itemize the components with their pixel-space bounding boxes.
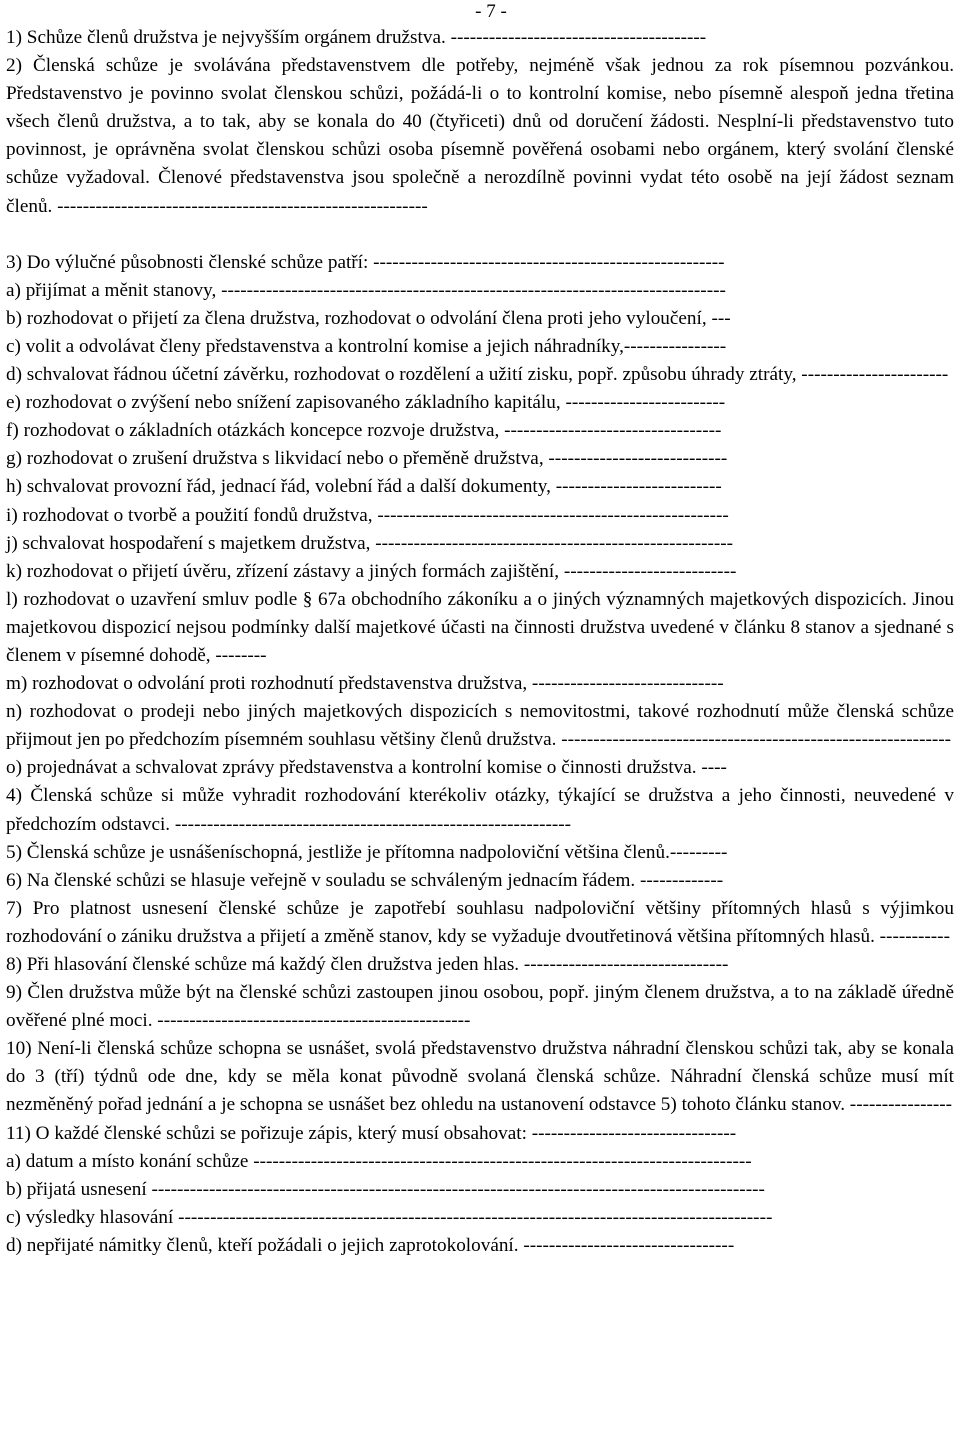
blank-line (6, 221, 954, 249)
minutes-item-a: a) datum a místo konání schůze ------------------------------------------------------------------------------ (6, 1150, 752, 1172)
paragraph-3: 3) Do výlučné působnosti členské schůze patří: ------------------------------------------------------- (6, 251, 725, 273)
minutes-item-b: b) přijatá usnesení ------------------------------------------------------------------------------------------------ (6, 1178, 765, 1200)
paragraph-8: 8) Při hlasování členské schůze má každý člen družstva jeden hlas. -------------------------------- (6, 954, 729, 975)
list-item-o: o) projednávat a schvalovat zprávy představenstva a kontrolní komise o činnosti družstva. ---- (6, 757, 727, 779)
paragraph-1: 1) Schůze členů družstva je nejvyšším orgánem družstva. ---------------------------------------- (6, 27, 707, 48)
document-page (6, 0, 954, 1260)
minutes-item-d: d) nepřijaté námitky členů, kteří požádali o jejich zaprotokolování. --------------------------------- (6, 1234, 735, 1256)
paragraph-4: 4) Členská schůze si může vyhradit rozhodování kterékoliv otázky, týkající se družstva a jeho činnosti, neuvedené v předchozím odstavci. -------------------------------------------------------------- (6, 785, 954, 835)
paragraph-6: 6) Na členské schůzi se hlasuje veřejně v souladu se schváleným jednacím řádem. ------------- (6, 869, 724, 891)
page-number: - 7 - (475, 1, 507, 22)
paragraph-5: 5) Členská schůze je usnášeníschopná, jestliže je přítomna nadpoloviční většina členů.--------- (6, 841, 728, 863)
list-item-h: h) schvalovat provozní řád, jednací řád, volební řád a další dokumenty, -------------------------- (6, 476, 722, 498)
list-item-i: i) rozhodovat o tvorbě a použití fondů družstva, ------------------------------------------------------- (6, 504, 729, 526)
list-item-j: j) schvalovat hospodaření s majetkem družstva, -------------------------------------------------------- (6, 532, 734, 554)
list-item-a: a) přijímat a měnit stanovy, ------------------------------------------------------------------------------- (6, 279, 726, 301)
paragraph-7: 7) Pro platnost usnesení členské schůze je zapotřebí souhlasu nadpoloviční většiny přítomných hlasů s výjimkou rozhodování o zániku družstva a přijetí a změně stanov, kdy se vyžaduje dvoutřetinová většina přítomných hlasů. ----------- (6, 897, 954, 947)
minutes-item-c: c) výsledky hlasování --------------------------------------------------------------------------------------------- (6, 1206, 773, 1228)
list-item-b: b) rozhodovat o přijetí za člena družstva, rozhodovat o odvolání člena proti jeho vyloučení, --- (6, 307, 731, 329)
list-item-k: k) rozhodovat o přijetí úvěru, zřízení zástavy a jiných formách zajištění, --------------------------- (6, 560, 737, 582)
paragraph-9: 9) Člen družstva může být na členské schůzi zastoupen jinou osobou, popř. jiným členem družstva, a to na základě úředně ověřené plné moci. ------------------------------------------------- (6, 982, 954, 1032)
list-item-l: l) rozhodovat o uzavření smluv podle § 67a obchodního zákoníku a o jiných významných majetkových dispozicích. Jinou majetkovou dispozicí nejsou podmínky další majetkové účasti na činnosti družstva uvedené v článku 8 stanov a sjednané s členem v písemné dohodě, -------- (6, 588, 954, 666)
list-item-g: g) rozhodovat o zrušení družstva s likvidací nebo o přeměně družstva, ---------------------------- (6, 448, 728, 470)
list-item-d: d) schvalovat řádnou účetní závěrku, rozhodovat o rozdělení a užití zisku, popř. způsobu úhrady ztráty, ----------------------- (6, 364, 949, 386)
list-item-f: f) rozhodovat o základních otázkách koncepce rozvoje družstva, ---------------------------------- (6, 420, 722, 442)
list-item-m: m) rozhodovat o odvolání proti rozhodnutí představenstva družstva, ------------------------------ (6, 673, 724, 695)
list-item-c: c) volit a odvolávat členy představenstva a kontrolní komise a jejich náhradníky,---------------- (6, 335, 727, 357)
paragraph-11: 11) O každé členské schůzi se pořizuje zápis, který musí obsahovat: -------------------------------- (6, 1122, 737, 1144)
list-item-e: e) rozhodovat o zvýšení nebo snížení zapisovaného základního kapitálu, ------------------------- (6, 392, 726, 414)
paragraph-2: 2) Členská schůze je svolávána představenstvem dle potřeby, nejméně však jednou za rok písemnou pozvánkou. Představenstvo je povinno svolat členskou schůzi, požádá-li o to kontrolní komise, nebo písemně alespoň jedna třetina všech členů družstva, a to tak, aby se konala do 40 (čtyřiceti) dnů od doručení žádosti. Nesplní-li představenstvo tuto povinnost, je oprávněna svolat členskou schůzi osoba písemně pověřená osobami nebo orgánem, který svolání členské schůze vyžadoval. Členové představenstva jsou společně a nerozdílně povinni vydat této osobě na její žádost seznam členů. ---------------------------------------------------------- (6, 55, 954, 217)
paragraph-10: 10) Není-li členská schůze schopna se usnášet, svolá představenstvo družstva náhradní členskou schůzi tak, aby se konala do 3 (tří) týdnů ode dne, kdy se měla konat původně svolaná členská schůze. Náhradní členská schůze musí mít nezměněný pořad jednání a je schopna se usnášet bez ohledu na ustanovení odstavce 5) tohoto článku stanov. ---------------- (6, 1038, 954, 1116)
list-item-n: n) rozhodovat o prodeji nebo jiných majetkových dispozicích s nemovitostmi, takové rozhodnutí může členská schůze přijmout jen po předchozím písemném souhlasu většiny členů družstva. ------------------------------------------------------------- (6, 701, 954, 751)
document-body (6, 24, 954, 1260)
